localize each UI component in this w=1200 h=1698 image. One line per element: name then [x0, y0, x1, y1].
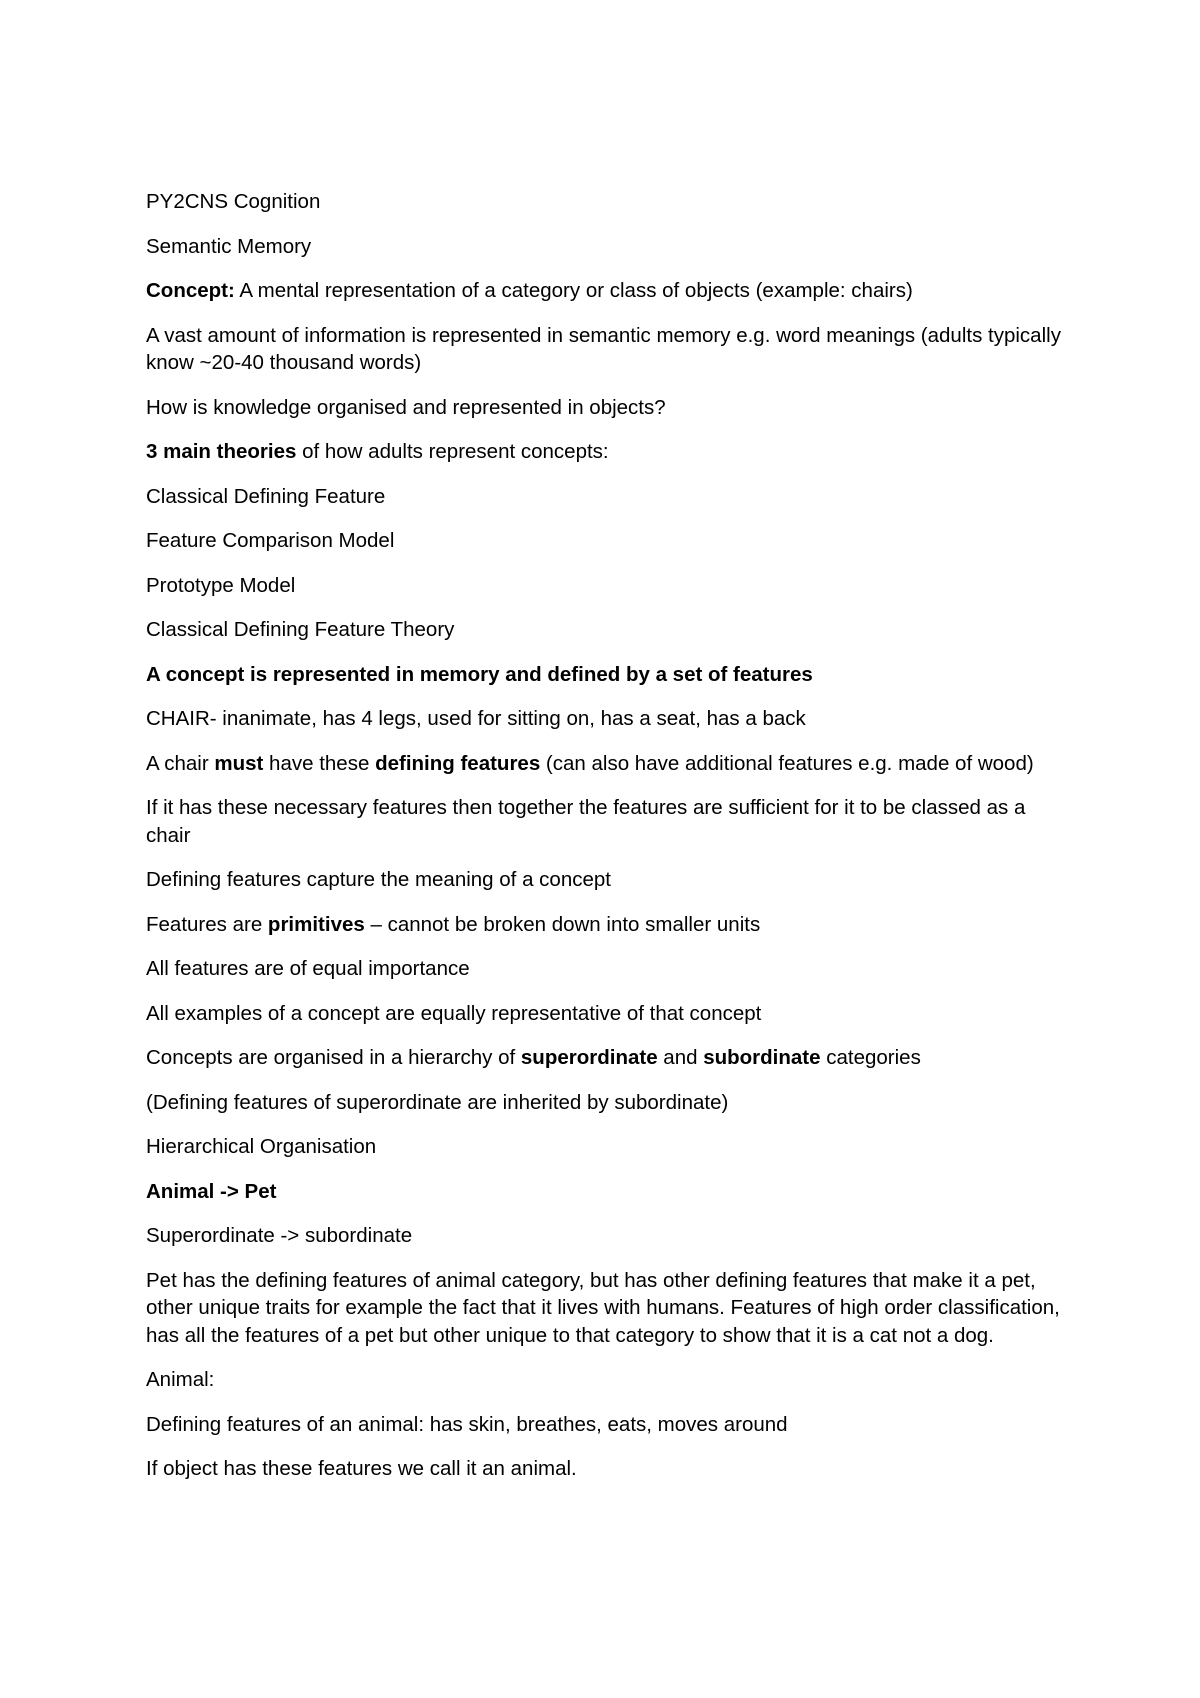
- text-run: categories: [820, 1046, 921, 1069]
- emphasis-subordinate: subordinate: [703, 1046, 821, 1069]
- emphasis-must: must: [214, 751, 264, 775]
- emphasis-defining-features: defining features: [375, 751, 541, 775]
- emphasis-primitives: primitives: [267, 912, 365, 936]
- theory-item: Prototype Model: [146, 573, 296, 597]
- concept-term: Concept:: [146, 279, 235, 302]
- concept-definition-text: A mental representation of a category or class of objects (example: chairs): [234, 279, 913, 302]
- organisation-question: How is knowledge organised and represented in objects?: [146, 395, 666, 419]
- hierarchical-organisation: Hierarchical Organisation: [146, 1135, 377, 1158]
- inherited-note: (Defining features of superordinate are inherited by subordinate): [146, 1090, 729, 1114]
- text-run: Concepts are organised in a hierarchy of: [146, 1046, 521, 1069]
- topic-title: Semantic Memory: [146, 234, 312, 258]
- theories-intro-text: of how adults represent concepts:: [296, 440, 609, 463]
- hierarchy: [146, 1044, 1066, 1072]
- text-run: Features are: [146, 912, 268, 936]
- text-run: have these: [263, 751, 376, 775]
- text-run: – cannot be broken down into smaller units: [364, 912, 761, 936]
- text-run: (can also have additional features e.g. made of wood): [540, 751, 1034, 775]
- chair-features: CHAIR- inanimate, has 4 legs, used for sitting on, has a seat, has a back: [146, 707, 806, 730]
- text-run: A chair: [146, 751, 215, 775]
- animal-label: Animal:: [146, 1368, 215, 1391]
- superordinate-subordinate: Superordinate -> subordinate: [146, 1224, 413, 1247]
- concept-statement-text: A concept is represented in memory and defined by a set of features: [146, 662, 813, 686]
- equal-importance: All features are of equal importance: [146, 957, 470, 980]
- equal-examples: All examples of a concept are equally representative of that concept: [146, 1001, 762, 1025]
- necessary-sufficient: If it has these necessary features then together the features are sufficient for it to be classed as a chair: [146, 796, 1026, 847]
- concept-definition: [146, 277, 1066, 305]
- theories-count: 3 main theories: [146, 440, 297, 463]
- semantic-memory-amount: A vast amount of information is represented in semantic memory e.g. word meanings (adults typically know ~20-40 thousand words): [146, 323, 1061, 374]
- primitives: [146, 911, 1066, 939]
- theory-item: Classical Defining Feature: [146, 484, 386, 508]
- pet-paragraph: Pet has the defining features of animal category, but has other defining features that make it a pet, other unique traits for example the fact that it lives with humans. Features of high order classification, has all the features of a pet but other unique to that category to show that it is a cat not a dog.: [146, 1268, 1060, 1347]
- animal-conclusion: If object has these features we call it an animal.: [146, 1457, 577, 1480]
- capture-meaning: Defining features capture the meaning of a concept: [146, 868, 611, 891]
- animal-pet: [146, 1178, 1066, 1206]
- theories-intro: [146, 438, 1066, 466]
- course-title: PY2CNS Cognition: [146, 190, 321, 213]
- chair-must-have: [146, 750, 1066, 778]
- theory-item: Feature Comparison Model: [146, 529, 395, 552]
- document-body: [146, 188, 1066, 1500]
- animal-features: Defining features of an animal: has skin, breathes, eats, moves around: [146, 1412, 788, 1436]
- text-run: and: [657, 1046, 704, 1069]
- concept-statement: [146, 661, 1066, 689]
- emphasis-superordinate: superordinate: [520, 1046, 658, 1069]
- animal-pet-text: Animal -> Pet: [146, 1179, 277, 1203]
- section-heading: Classical Defining Feature Theory: [146, 618, 455, 641]
